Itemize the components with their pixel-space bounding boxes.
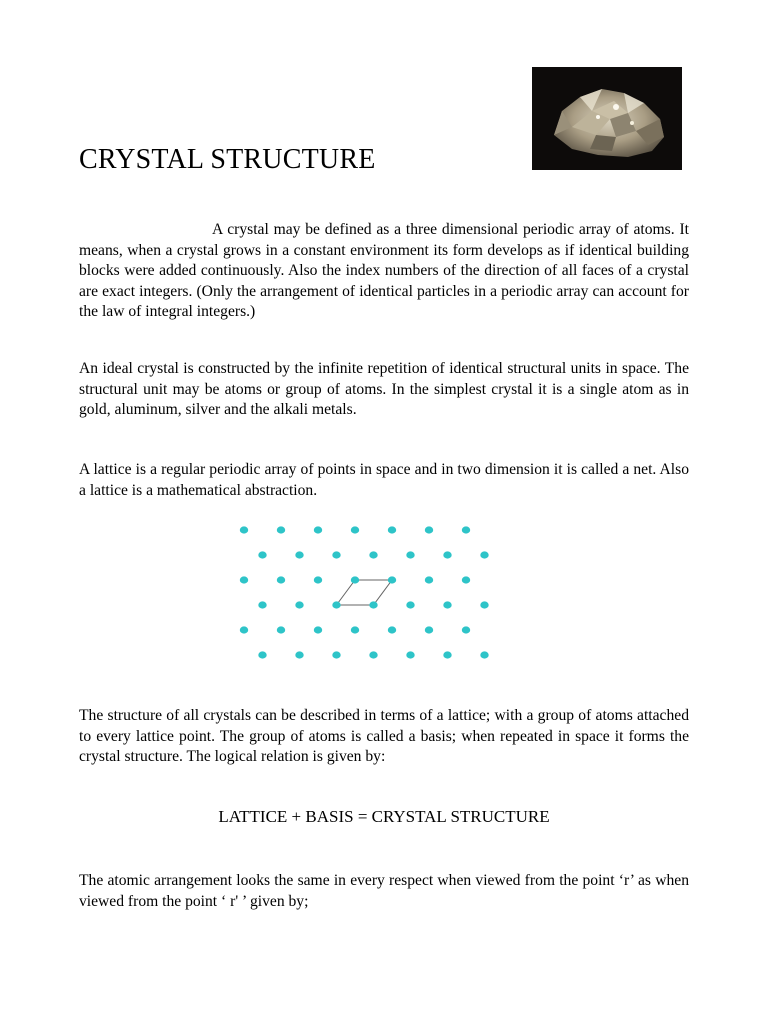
lattice-point: [480, 601, 488, 608]
lattice-point: [462, 526, 470, 533]
unit-cell-outline: [337, 580, 393, 605]
lattice-point: [351, 576, 359, 583]
lattice-point: [240, 626, 248, 633]
lattice-point: [480, 551, 488, 558]
lattice-point: [295, 601, 303, 608]
lattice-point: [295, 551, 303, 558]
lattice-point: [314, 526, 322, 533]
crystal-specimen-photo: [532, 67, 682, 170]
crystal-rock-image: [532, 67, 682, 170]
lattice-point: [240, 526, 248, 533]
lattice-point: [388, 526, 396, 533]
lattice-point: [443, 551, 451, 558]
lattice-point: [258, 651, 266, 658]
paragraph-lattice-definition: A lattice is a regular periodic array of points in space and in two dimension it is called a net. Also a lattice is a mathematical abstraction.: [79, 461, 689, 499]
lattice-point: [351, 526, 359, 533]
lattice-point: [443, 601, 451, 608]
lattice-point: [369, 551, 377, 558]
paragraph-atomic-arrangement: The atomic arrangement looks the same in every respect when viewed from the point ‘r’ as when viewed from the point ‘ r' ’ given by;: [79, 872, 689, 910]
lattice-point: [425, 576, 433, 583]
page-title: CRYSTAL STRUCTURE: [79, 144, 376, 175]
lattice-point: [388, 576, 396, 583]
lattice-point: [369, 651, 377, 658]
lattice-point: [425, 626, 433, 633]
lattice-point: [406, 601, 414, 608]
lattice-point: [462, 576, 470, 583]
lattice-net-diagram: [232, 518, 497, 668]
lattice-point: [314, 626, 322, 633]
lattice-point: [295, 651, 303, 658]
paragraph-crystal-definition: A crystal may be defined as a three dimensional periodic array of atoms. It means, when a crystal grows in a constant environment its form develops as if identical building blocks were added continuously. Also the index numbers of the direction of all faces of a crystal are exact integers. (Only the arrangement of identical particles in a periodic array can account for the law of integral integers.): [79, 221, 689, 320]
lattice-point: [332, 601, 340, 608]
lattice-figure: [232, 518, 497, 668]
lattice-point: [277, 626, 285, 633]
crystal-structure-equation: LATTICE + BASIS = CRYSTAL STRUCTURE: [218, 807, 550, 826]
lattice-point: [277, 576, 285, 583]
paragraph-ideal-crystal: An ideal crystal is constructed by the infinite repetition of identical structural units in space. The structural unit may be atoms or group of atoms. In the simplest crystal it is a single atom as in gold, aluminum, silver and the alkali metals.: [79, 360, 689, 418]
paragraph-crystal-structure: The structure of all crystals can be described in terms of a lattice; with a group of atoms attached to every lattice point. The group of atoms is called a basis; when repeated in space it forms the crystal structure. The logical relation is given by:: [79, 707, 689, 765]
lattice-point: [332, 551, 340, 558]
lattice-point: [258, 601, 266, 608]
lattice-point: [258, 551, 266, 558]
lattice-point: [425, 526, 433, 533]
lattice-point: [406, 551, 414, 558]
lattice-point: [314, 576, 322, 583]
lattice-point: [388, 626, 396, 633]
lattice-point: [443, 651, 451, 658]
lattice-point: [332, 651, 340, 658]
lattice-point: [406, 651, 414, 658]
lattice-point: [462, 626, 470, 633]
lattice-point: [277, 526, 285, 533]
lattice-point: [351, 626, 359, 633]
lattice-point: [369, 601, 377, 608]
lattice-point: [240, 576, 248, 583]
lattice-point: [480, 651, 488, 658]
